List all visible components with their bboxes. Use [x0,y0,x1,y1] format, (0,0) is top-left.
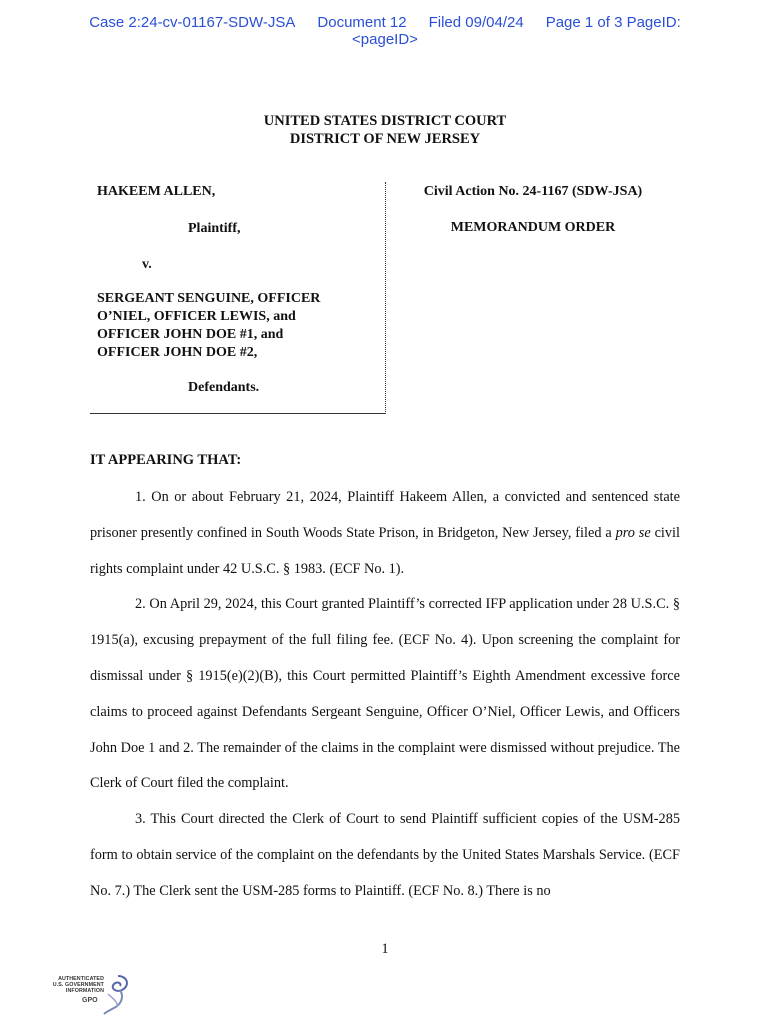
paragraph-2: 2. On April 29, 2024, this Court granted Plaintiff’s corrected IFP application under 28 U.S.C. § 1915(a), excusing prepayment of the full filing fee. (ECF No. 4). Upon screening the complaint for dismissal under § 1915(e)(2)(B), this Court permitted Plaintiff’s Eighth Amendment excessive force claims to proceed against Defendants Sergeant Senguine, Officer O’Niel, Officer Lewis, and Officers John Doe 1 and 2. The remainder of the claims in the complaint were dismissed without prejudice. The Clerk of Court filed the complaint. [90,596,680,792]
plaintiff-name: HAKEEM ALLEN, [97,184,216,199]
case-number: Case 2:24-cv-01167-SDW-JSA [89,14,296,31]
defendants-label: Defendants. [188,380,260,395]
it-appearing-heading: IT APPEARING THAT: [90,452,242,468]
gpo-authentication-seal [42,970,132,1018]
ecf-header [0,14,770,48]
eagle-seal-icon [98,972,132,1016]
order-body [90,480,680,910]
court-district: DISTRICT OF NEW JERSEY [289,131,481,147]
versus: v. [142,257,152,272]
paragraph-1: 1. On or about February 21, 2024, Plaintiff Hakeem Allen, a convicted and sentenced state prisoner presently confined in South Woods State Prison, in Bridgeton, New Jersey, filed a pro se civil rights complaint under 42 U.S.C. § 1983. (ECF No. 1). [90,489,680,577]
filed-date: Filed 09/04/24 [428,14,524,31]
paragraph-3: 3. This Court directed the Clerk of Court to send Plaintiff sufficient copies of the USM-285 form to obtain service of the complaint on the defendants by the United States Marshals Service. (ECF No. 7.) The Clerk sent the USM-285 forms to Plaintiff. (ECF No. 8.) There is no [90,811,680,899]
ecf-header-line1 [0,14,770,31]
page-number: 1 [381,941,389,957]
court-title [0,112,770,148]
caption-divider-vertical [385,182,386,414]
pro-se-italic: pro se [615,524,651,541]
page-of: Page 1 of 3 PageID: [545,14,681,31]
court-name: UNITED STATES DISTRICT COURT [263,113,507,129]
seal-text: AUTHENTICATED U.S. GOVERNMENT INFORMATION [52,976,104,994]
defendants-line-1: SERGEANT SENGUINE, OFFICER [97,291,321,306]
defendants-line-2: O’NIEL, OFFICER LEWIS, and [97,309,296,324]
civil-action-number: Civil Action No. 24-1167 (SDW-JSA) [423,184,643,199]
defendants-line-3: OFFICER JOHN DOE #1, and [97,327,284,342]
document-number: Document 12 [317,14,407,31]
page-id: <pageID> [352,31,418,48]
gpo-label: GPO [82,997,98,1004]
plaintiff-label: Plaintiff, [188,221,241,236]
document-type: MEMORANDUM ORDER [450,220,616,235]
caption-divider-horizontal [90,413,386,414]
defendants-line-4: OFFICER JOHN DOE #2, [97,345,258,360]
